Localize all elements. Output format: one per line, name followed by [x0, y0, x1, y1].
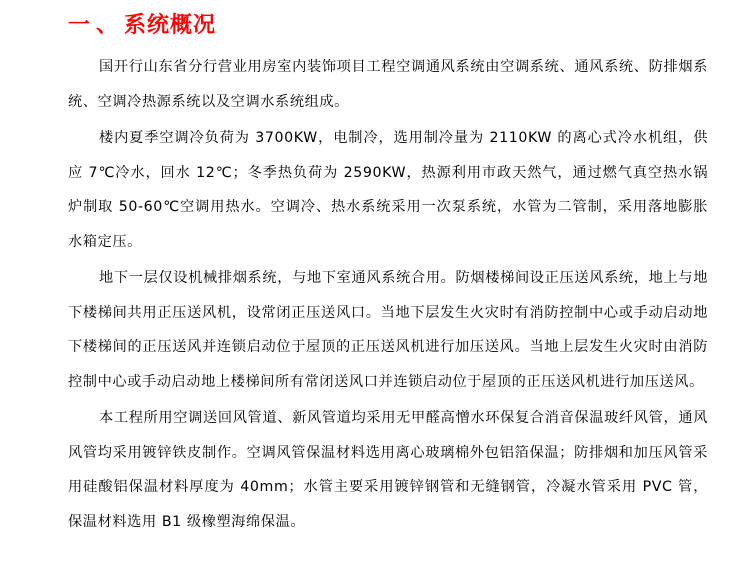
paragraph-smoke-exhaust: 地下一层仅设机械排烟系统，与地下室通风系统合用。防烟楼梯间设正压送风系统，地上与地下楼梯间共用正压送风机，设常闭正压送风口。当地下层发生火灾时有消防控制中心或手动启动地下楼梯间的正压送风并连锁启动位于屋顶的正压送风机进行加压送风。当地上层发生火灾时由消防控制中心或手动启动地上楼梯间所有常闭送风口并连锁启动位于屋顶的正压送风机进行加压送风。 — [68, 270, 708, 390]
paragraph-cooling-heating-load: 楼内夏季空调冷负荷为 3700KW，电制冷，选用制冷量为 2110KW 的离心式冷水机组，供应 7℃冷水，回水 12℃；冬季热负荷为 2590KW，热源利用市政天然气，通过燃气真空热水锅炉制取 50-60℃空调用热水。空调冷、热水系统采用一次泵系统，水管为二管制，采用落地膨胀水箱定压。 — [68, 130, 708, 250]
paragraph-system-composition: 国开行山东省分行营业用房室内装饰项目工程空调通风系统由空调系统、通风系统、防排烟系统、空调冷热源系统以及空调水系统组成。 — [68, 59, 708, 110]
section-title: 系统概况 — [124, 12, 217, 38]
paragraph-duct-materials: 本工程所用空调送回风管道、新风管道均采用无甲醛高憎水环保复合消音保温玻纤风管，通风风管均采用镀锌铁皮制作。空调风管保温材料选用离心玻璃棉外包铝箔保温；防排烟和加压风管采用硅酸铝保温材料厚度为 40mm；水管主要采用镀锌钢管和无缝钢管，冷凝水管采用 PVC 管，保温材料选用 B1 级橡塑海绵保温。 — [68, 410, 708, 530]
section-number: 一、 — [68, 12, 125, 38]
section-heading — [68, 0, 708, 40]
document-page — [68, 0, 708, 539]
